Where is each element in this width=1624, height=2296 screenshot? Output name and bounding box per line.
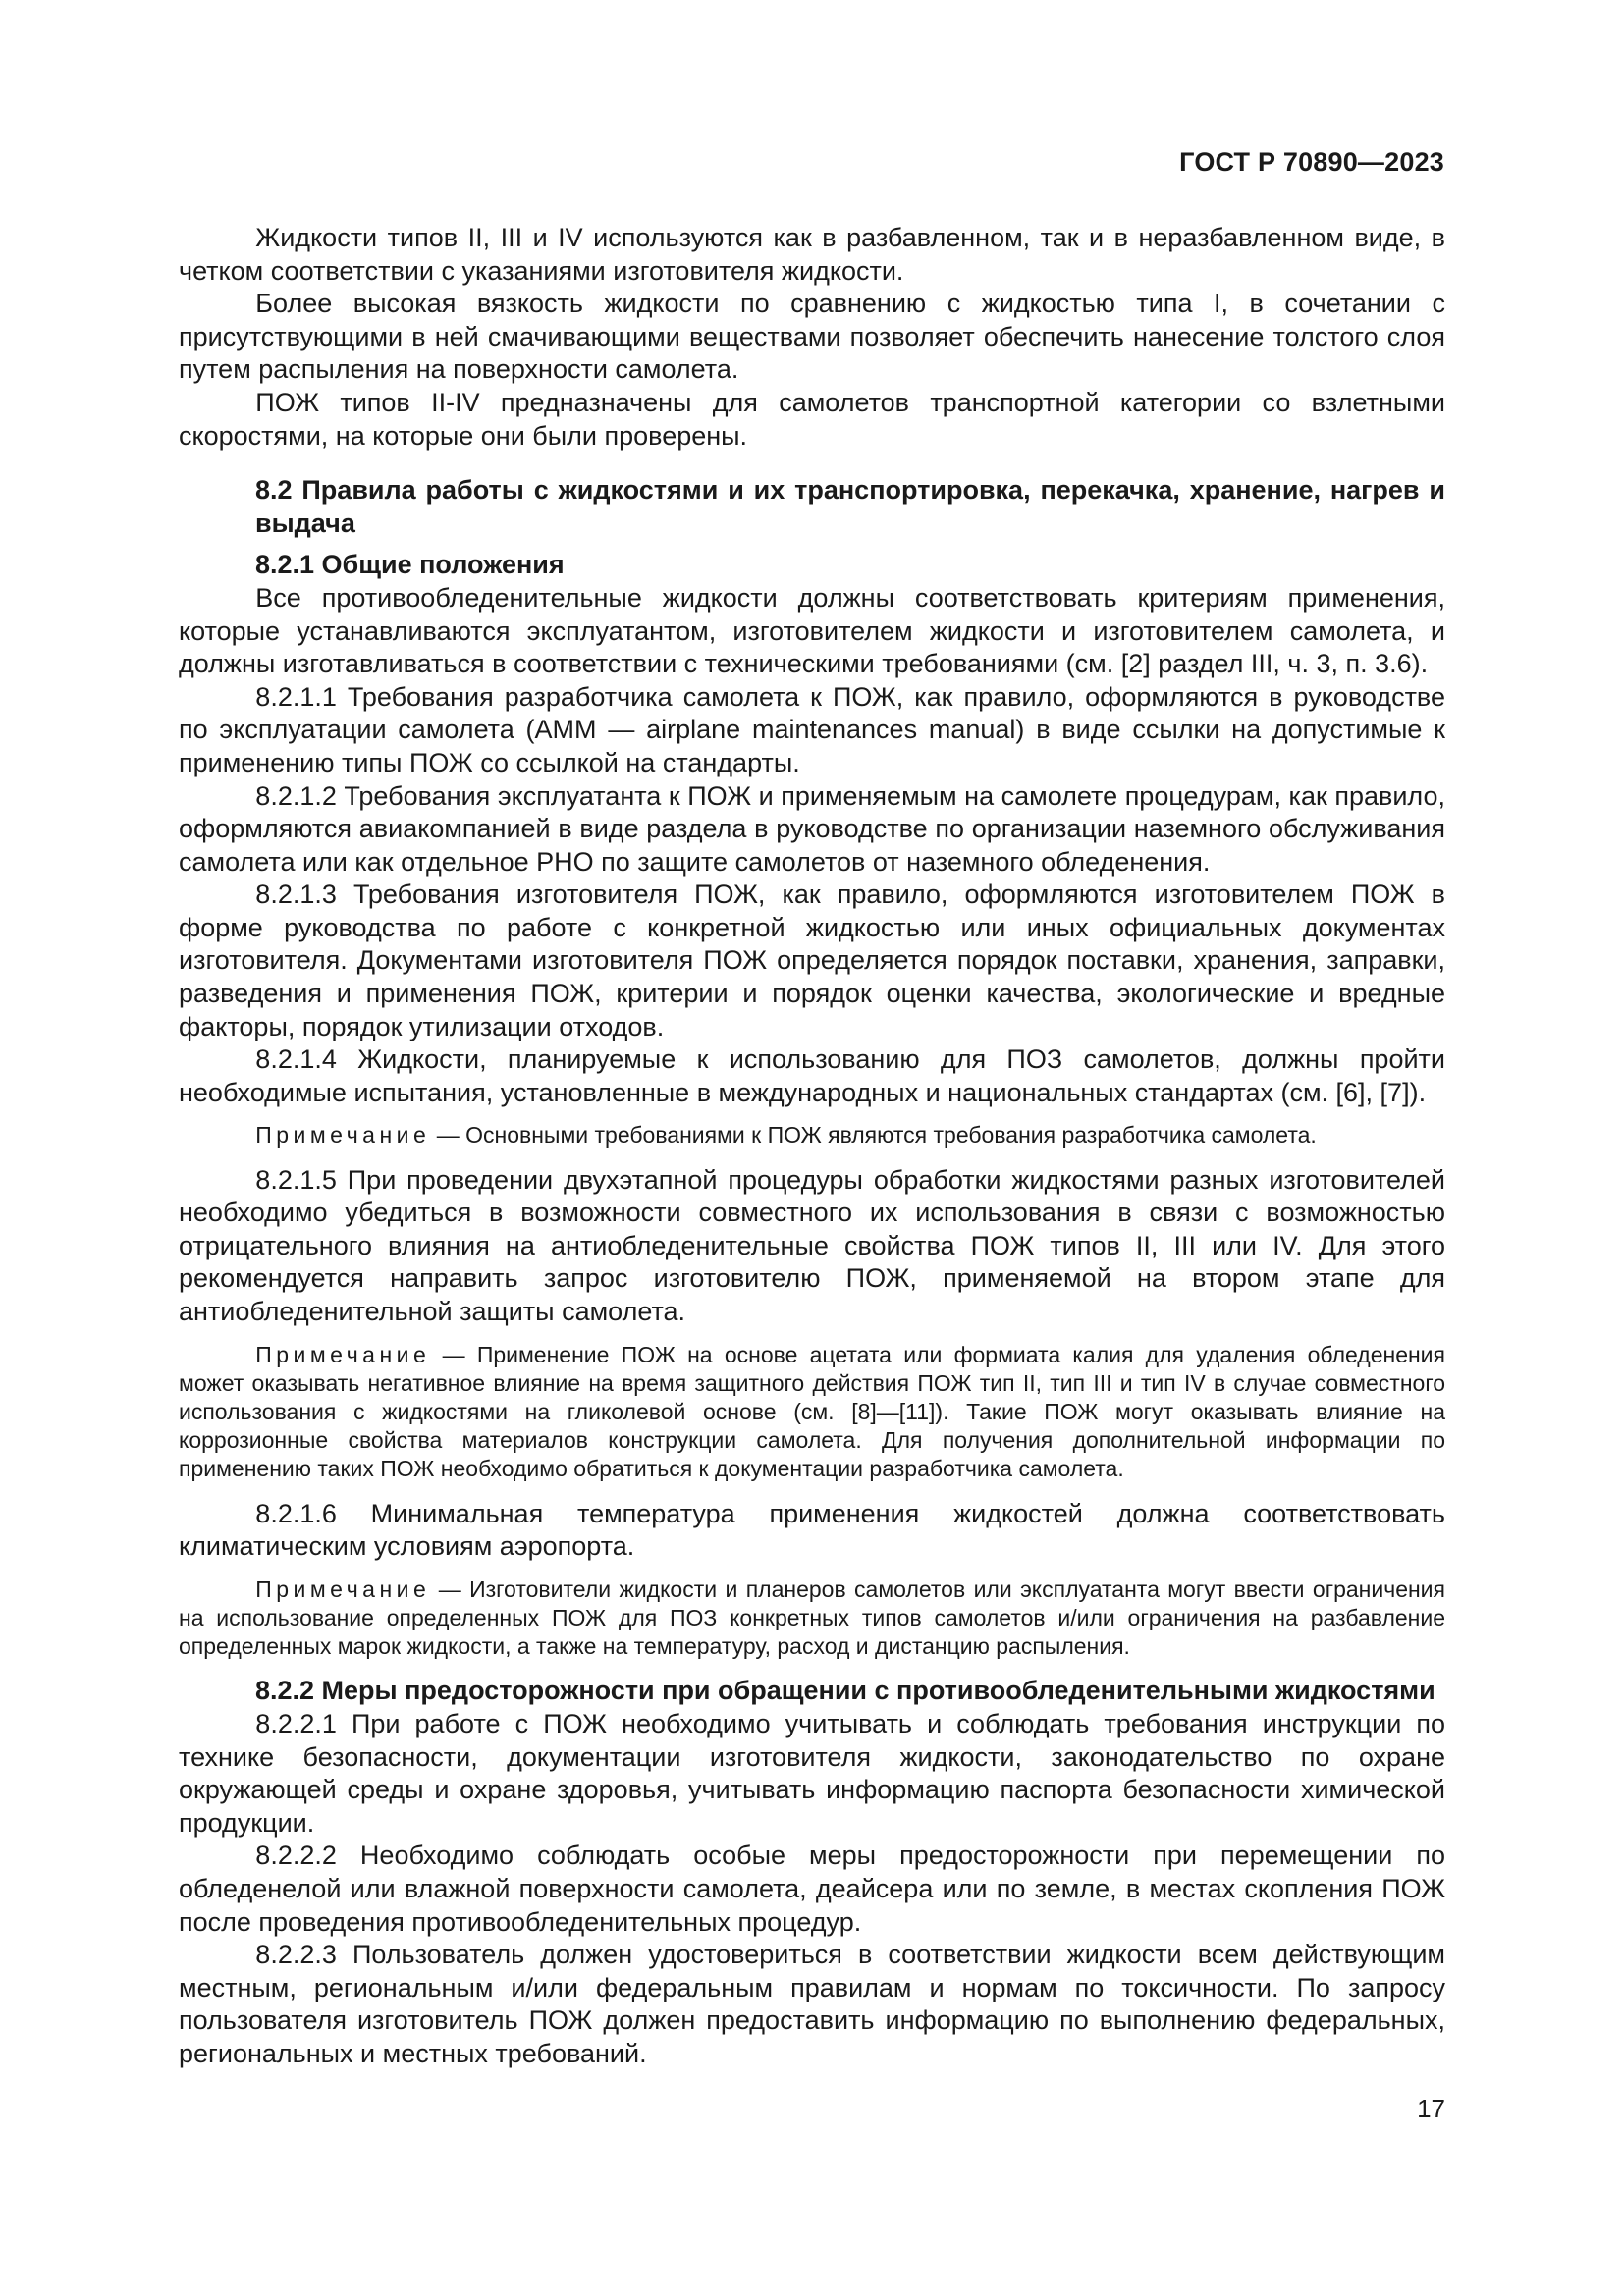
paragraph: 8.2.1.1 Требования разработчика самолета к ПОЖ, как правило, оформляются в руководстве по эксплуатации самолета (AMM — airplane maintenances manual) в виде ссылки на допустимые к применению типы ПОЖ со ссылкой на стандарты. (179, 681, 1445, 777)
note-label: Примечание (255, 1341, 431, 1367)
standard-designation: ГОСТ Р 70890—2023 (1179, 147, 1444, 177)
paragraph: 8.2.1.5 При проведении двухэтапной процедуры обработки жидкостями разных изготовителей необходимо убедиться в возможности совместного их использования в связи с возможностью отрицательного влияния на антиобледенительные свойства ПОЖ типов II, III или IV. Для этого рекомендуется направить запрос изготовителю ПОЖ, применяемой на втором этапе для антиобледенительной защиты самолета. (179, 1164, 1445, 1327)
note (179, 1121, 1445, 1149)
paragraph: Более высокая вязкость жидкости по сравнению с жидкостью типа I, в сочетании с присутствующими в ней смачивающими веществами позволяет обеспечить нанесение толстого слоя путем распыления на поверхности самолета. (179, 289, 1445, 385)
paragraph: 8.2.2.2 Необходимо соблюдать особые меры предосторожности при перемещении по обледенелой или влажной поверхности самолета, деайсера или по земле, в местах скопления ПОЖ после проведения противообледенительных процедур. (179, 1841, 1445, 1937)
note-text: — Изготовители жидкости и планеров самолетов или эксплуатанта могут ввести ограничения на использование определенных ПОЖ для ПОЗ конкретных типов самолетов и/или ограничения на разбавление определенных марок жидкости, а также на температуру, расход и дистанцию распыления. (179, 1575, 1445, 1660)
note (179, 1341, 1445, 1484)
note-text: — Основными требованиями к ПОЖ являются требования разработчика самолета. (430, 1122, 1317, 1148)
section-heading-8-2: 8.2 Правила работы с жидкостями и их транспортировка, перекачка, хранение, нагрев и выдача (255, 475, 1445, 538)
page-number: 17 (1417, 2094, 1445, 2123)
paragraph: Все противообледенительные жидкости должны соответствовать критериям применения, которые устанавливаются эксплуатантом, изготовителем жидкости и изготовителем самолета, и должны изготавливаться в соответствии с техническими требованиями (см. [2] раздел III, ч. 3, п. 3.6). (179, 582, 1445, 679)
paragraph: Жидкости типов II, III и IV используются как в разбавленном, так и в неразбавленном виде, в четком соответствии с указаниями изготовителя жидкости. (179, 223, 1445, 286)
paragraph: ПОЖ типов II-IV предназначены для самолетов транспортной категории со взлетными скоростями, на которые они были проверены. (179, 387, 1445, 451)
page-body (179, 222, 1445, 2071)
paragraph: 8.2.2.1 При работе с ПОЖ необходимо учитывать и соблюдать требования инструкции по технике безопасности, документации изготовителя жидкости, законодательство по охране окружающей среды и охране здоровья, учитывать информацию паспорта безопасности химической продукции. (179, 1709, 1445, 1838)
note-label: Примечание (255, 1122, 431, 1148)
note-text: — Применение ПОЖ на основе ацетата или формиата калия для удаления обледенения может оказывать негативное влияние на время защитного действия ПОЖ тип II, тип III и тип IV в случае совместного использования с жидкостями на гликолевой основе (см. [8]—[11]). Такие ПОЖ могут оказывать влияние на коррозионные свойства материалов конструкции самолета. Для получения дополнительной информации по применению таких ПОЖ необходимо обратиться к документации разработчика самолета. (179, 1341, 1445, 1482)
note (179, 1575, 1445, 1662)
paragraph: 8.2.1.4 Жидкости, планируемые к использованию для ПОЗ самолетов, должны пройти необходимые испытания, установленные в международных и национальных стандартах (см. [6], [7]). (179, 1044, 1445, 1107)
paragraph: 8.2.2.3 Пользователь должен удостовериться в соответствии жидкости всем действующим местным, региональным и/или федеральным правилам и нормам по токсичности. По запросу пользователя изготовитель ПОЖ должен предоставить информацию по выполнению федеральных, региональных и местных требований. (179, 1940, 1445, 2068)
paragraph: 8.2.1.2 Требования эксплуатанта к ПОЖ и применяемым на самолете процедурам, как правило, оформляются авиакомпанией в виде раздела в руководстве по организации наземного обслуживания самолета или как отдельное РНО по защите самолетов от наземного обледенения. (179, 780, 1445, 877)
paragraph: 8.2.1.3 Требования изготовителя ПОЖ, как правило, оформляются изготовителем ПОЖ в форме руководства по работе с конкретной жидкостью или иных официальных документах изготовителя. Документами изготовителя ПОЖ определяется порядок поставки, хранения, заправки, разведения и применения ПОЖ, критерии и порядок оценки качества, экологические и вредные факторы, порядок утилизации отходов. (179, 880, 1445, 1041)
paragraph: 8.2.1.6 Минимальная температура применения жидкостей должна соответствовать климатическим условиям аэропорта. (179, 1498, 1445, 1562)
section-heading-8-2-2: 8.2.2 Меры предосторожности при обращении с противообледенительными жидкостями (255, 1676, 1435, 1706)
note-label: Примечание (255, 1575, 431, 1602)
section-heading-8-2-1: 8.2.1 Общие положения (255, 550, 565, 580)
